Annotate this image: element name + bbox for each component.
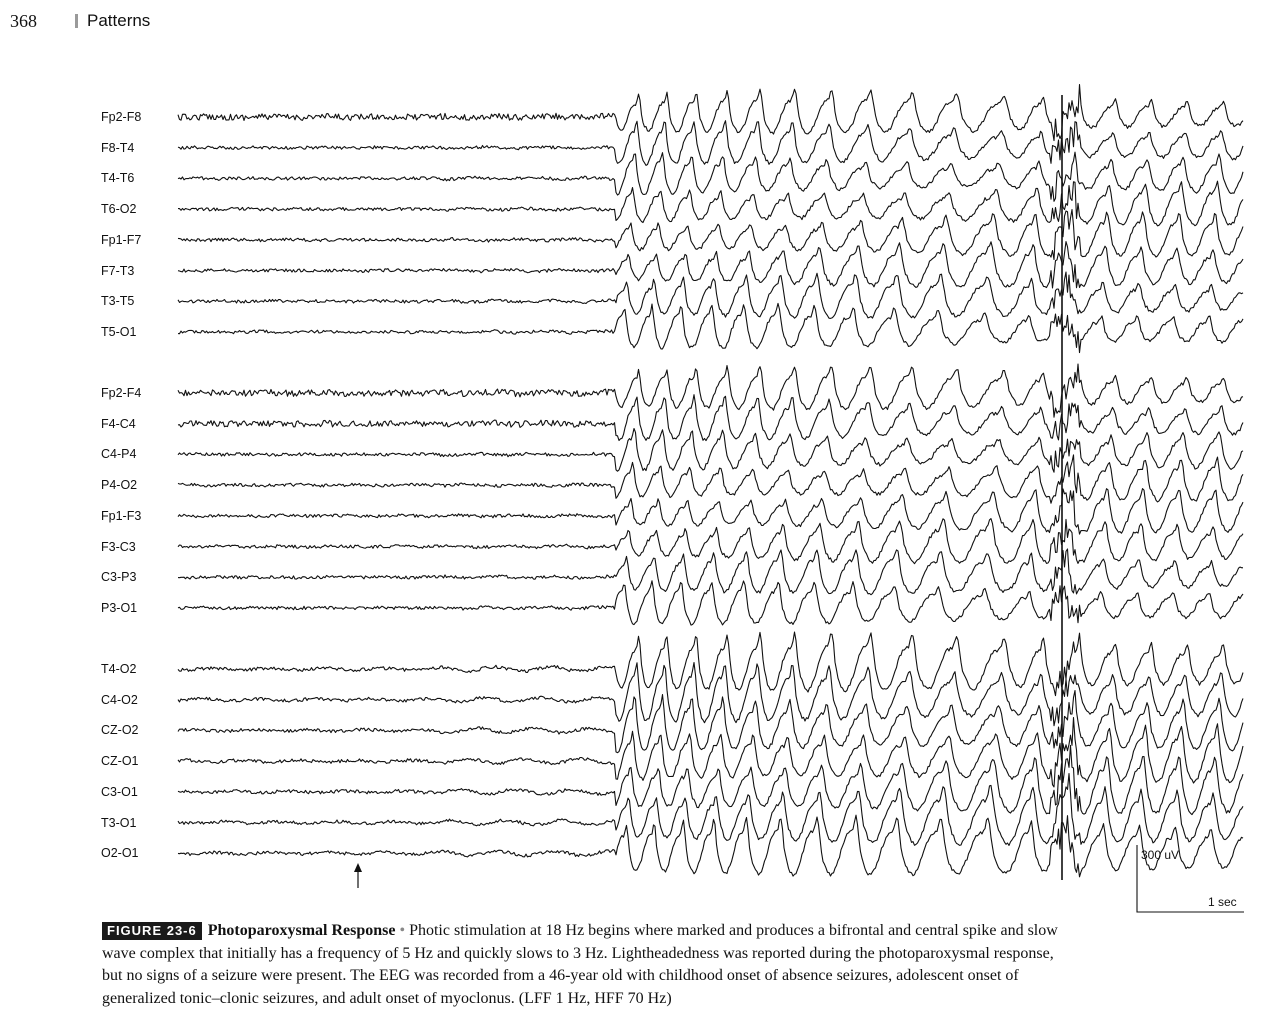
eeg-trace-o2-o1 [178,815,1243,877]
channel-label-c4-o2: C4-O2 [101,692,138,707]
channel-label-f8-t4: F8-T4 [101,140,135,155]
eeg-trace-c4-p4 [178,429,1243,473]
amplitude-scale-label: 300 uV [1141,848,1180,862]
caption-text: Photic stimulation at 18 Hz begins where marked and produces a bifrontal and central spike and slow wave complex that initially has a frequency of 5 Hz and quickly slows to 3 Hz. Lightheadedness was reported during the photoparoxysmal response, but no signs of a seizure were present. The EEG was recorded from a 46-year old with childhood onset of absence seizures, adolescent onset of generalized tonic–clonic seizures, and adult onset of myoclonus. (LFF 1 Hz, HFF 70 Hz) [102,922,1058,1007]
time-scale-label: 1 sec [1208,895,1237,909]
eeg-trace-fp1-f3 [178,489,1243,534]
channel-label-cz-o2: CZ-O2 [101,723,139,738]
eeg-trace-t4-o2 [178,632,1243,696]
eeg-trace-fp1-f7 [178,210,1243,260]
channel-label-fp2-f4: Fp2-F4 [101,386,142,400]
channel-label-t5-o1: T5-O1 [101,324,137,339]
channel-label-f7-t3: F7-T3 [101,263,135,278]
eeg-trace-c3-o1 [178,745,1243,814]
channel-label-c3-p3: C3-P3 [101,570,137,585]
channel-label-t4-t6: T4-T6 [101,171,135,186]
channel-label-f4-c4: F4-C4 [101,416,136,431]
channel-label-o2-o1: O2-O1 [101,846,139,861]
eeg-trace-t4-t6 [178,152,1243,201]
arrow-up-icon [354,863,362,888]
figure-label: FIGURE 23-6 [102,922,202,940]
channel-label-t3-o1: T3-O1 [101,815,137,830]
eeg-trace-fp2-f4 [178,364,1243,417]
figure-caption [102,920,1062,1010]
eeg-trace-f7-t3 [178,242,1243,288]
eeg-trace-c3-p3 [178,549,1243,595]
eeg-trace-t3-t5 [178,272,1243,318]
channel-label-f3-c3: F3-C3 [101,539,136,554]
eeg-trace-c4-o2 [178,663,1243,726]
figure-title: Photoparoxysmal Response [207,922,396,939]
eeg-trace-t6-o2 [178,181,1243,226]
caption-separator: • [399,922,406,939]
channel-label-p3-o1: P3-O1 [101,600,138,615]
channel-label-p4-o2: P4-O2 [101,478,138,493]
eeg-trace-f4-c4 [178,395,1243,441]
channel-label-c4-p4: C4-P4 [101,447,137,462]
eeg-trace-fp2-f8 [178,85,1243,141]
eeg-trace-t3-o1 [178,774,1243,846]
channel-label-fp1-f3: Fp1-F3 [101,508,142,523]
chapter-title: Patterns [87,11,151,30]
eeg-trace-f3-c3 [178,519,1243,564]
channel-label-fp2-f8: Fp2-F8 [101,110,142,124]
channel-label-cz-o1: CZ-O1 [101,754,139,769]
channel-label-t3-t5: T3-T5 [101,294,135,309]
channel-label-t6-o2: T6-O2 [101,202,137,217]
channel-label-c3-o1: C3-O1 [101,784,138,799]
channel-label-fp1-f7: Fp1-F7 [101,232,142,247]
page-number: 368 [10,10,37,31]
channel-label-t4-o2: T4-O2 [101,662,137,676]
